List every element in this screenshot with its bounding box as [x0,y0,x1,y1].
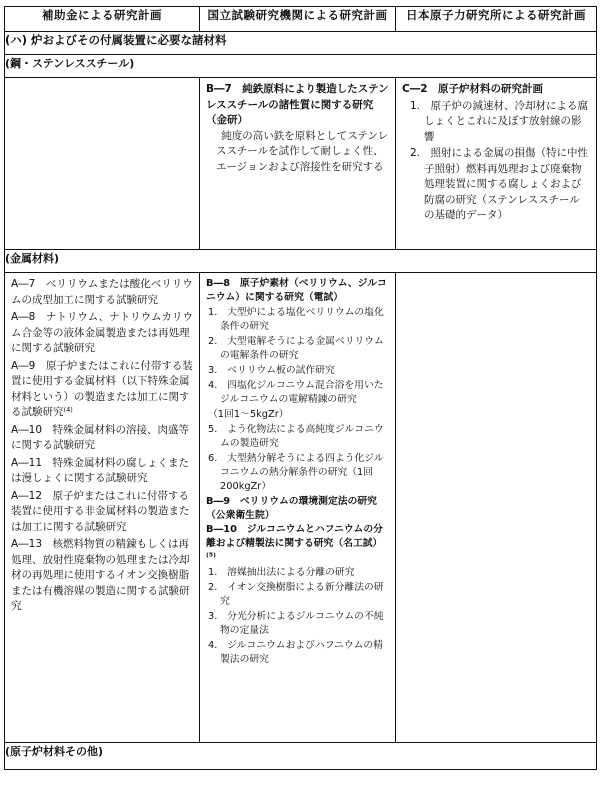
steel-row [5,78,597,250]
table-header-row [5,7,597,32]
footer-row [5,743,597,770]
subsection-steel: (鋼・ステンレススチール) [5,55,597,78]
a-items-cell [5,273,200,743]
b7-title: B―7 純鉄原料により製造したステンレススチールの諸性質に関する研究（金研） [206,83,389,126]
b8-item: 1. 大型炉による塩化ベリリウムの塩化条件の研究 [208,307,384,332]
section-title: (ハ) 炉およびその付属装置に必要な諸材料 [5,32,597,55]
header-national-institutes: 国立試験研究機関による研究計画 [200,7,396,32]
b9-title: B―9 ベリリウムの環境測定法の研究（公衆衛生院） [206,496,377,521]
b7-body: 純度の高い鉄を原料としてステンレススチールを試作して耐しょく性、エージョンおよび溶接性を研究する [216,129,389,173]
b10-item: 3. 分光分析によるジルコニウムの不純物の定量法 [208,611,384,636]
subsection-metal: (金属材料) [5,250,597,273]
subsection-steel-row [5,55,597,78]
b8-item: 2. 大型電解そうによる金属ベリリウムの電解条件の研究 [208,336,384,361]
c2-item: 1. 原子炉の減速材、冷却材による腐しょくとこれに及ぼす放射線の影響 [410,99,589,143]
c2-item: 2. 照射による金属の損傷（特に中性子照射）燃料再処理および廃棄物処理装置に関する腐しょくおよび防腐の研究（ステンレススチールの基礎的データ） [410,147,589,221]
b10-title: B―10 ジルコニウムとハフニウムの分離および精製法に関する研究（名工試）⁽⁵⁾ [206,524,383,563]
section-row [5,32,597,55]
b8-item: （1回1～5kgZr） [208,409,289,420]
c2-cell [396,78,597,250]
b8-item: 4. 四塩化ジルコニウム混合浴を用いたジルコニウムの電解精錬の研究 [208,380,384,405]
a-item: A―13 核燃料物質の精錬もしくは再処理、放射性廃棄物の処理または冷却材の再処理に使用するイオン交換樹脂または有機溶媒の製造に関する試験研究 [11,538,190,612]
b10-item: 2. イオン交換樹脂による新分離法の研究 [208,582,384,607]
b10-item: 1. 溶媒抽出法による分離の研究 [208,567,355,578]
a-item: A―11 特殊金属材料の腐しょくまたは漫しょくに関する試験研究 [11,456,190,484]
b10-item: 4. ジルコニウムおよびハフニウムの精製法の研究 [208,640,383,665]
subsection-metal-row [5,250,597,273]
header-subsidy: 補助金による研究計画 [5,7,200,32]
a-item: A―10 特殊金属材料の溶接、肉盛等に関する試験研究 [11,423,190,451]
metal-jaeri-cell [396,273,597,743]
b-items-cell [200,273,396,743]
c2-title: C―2 原子炉材料の研究計画 [402,83,544,95]
b8-title: B―8 原子炉素材（ベリリウム、ジルコニウム）に関する研究（電試） [206,278,387,303]
b8-item: 3. ベリリウム板の試作研究 [208,365,335,376]
research-plan-table [4,6,597,770]
b8-item: 5. よう化物法による高純度ジルコニウムの製造研究 [208,424,384,449]
a-item: A―12 原子炉またはこれに付帯する装置に使用する非金属材料の製造または加工に関する試験研究 [11,489,190,533]
a-item: A―7 ベリリウムまたは酸化ベリリウムの成型加工に関する試験研究 [11,278,193,306]
header-jaeri: 日本原子力研究所による研究計画 [396,7,597,32]
steel-subsidy-cell [5,78,200,250]
b7-cell [200,78,396,250]
a-item: A―9 原子炉またはこれに付帯する装置に使用する金属材料（以下特殊金属材料という）の製造または加工に関する試験研究⁽⁴⁾ [11,359,193,418]
subsection-other: (原子炉材料その他) [5,743,597,770]
b8-item: 6. 大型熱分解そうによる四よう化ジルコニウムの熱分解条件の研究（1回200kgZr） [208,453,384,492]
metal-row [5,273,597,743]
a-item: A―8 ナトリウム、ナトリウムカリウム合金等の液体金属製造または再処理に関する試験研究 [11,311,193,354]
